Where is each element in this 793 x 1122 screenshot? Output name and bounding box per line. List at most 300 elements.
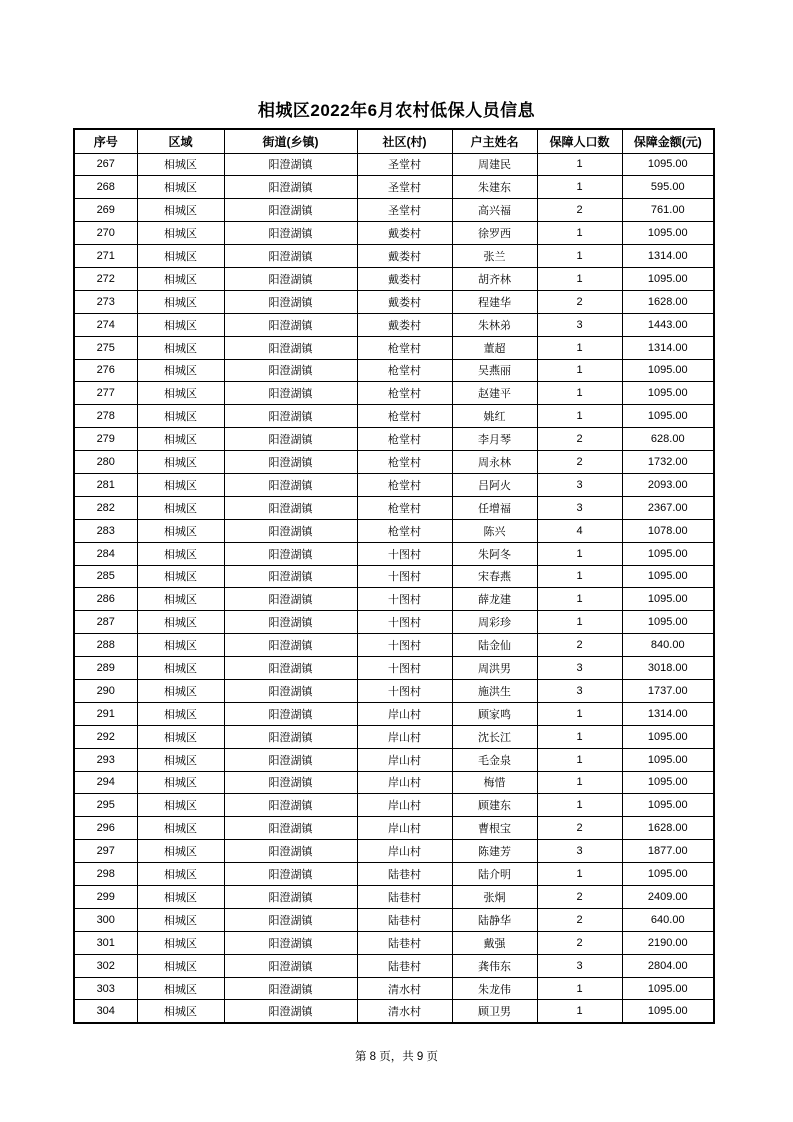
page-number-footer: 第 8 页，共 9 页: [354, 1051, 439, 1063]
table-cell: 阳澄湖镇: [224, 863, 357, 886]
table-cell: 4: [537, 519, 622, 542]
table-cell: 1: [537, 702, 622, 725]
table-cell: 吕阿火: [452, 473, 537, 496]
column-header: 街道(乡镇): [224, 129, 357, 153]
table-cell: 2093.00: [622, 473, 714, 496]
table-cell: 阳澄湖镇: [224, 267, 357, 290]
table-cell: 赵建平: [452, 382, 537, 405]
table-cell: 1095.00: [622, 863, 714, 886]
table-cell: 1095.00: [622, 588, 714, 611]
table-cell: 圣堂村: [357, 176, 452, 199]
table-cell: 302: [74, 954, 137, 977]
table-cell: 268: [74, 176, 137, 199]
table-cell: 相城区: [137, 748, 224, 771]
table-cell: 枪堂村: [357, 382, 452, 405]
table-cell: 1: [537, 542, 622, 565]
table-row: [74, 1000, 714, 1023]
table-cell: 274: [74, 313, 137, 336]
table-row: [74, 542, 714, 565]
table-cell: 阳澄湖镇: [224, 336, 357, 359]
table-row: [74, 267, 714, 290]
table-cell: 相城区: [137, 519, 224, 542]
column-header: 社区(村): [357, 129, 452, 153]
table-row: [74, 840, 714, 863]
table-cell: 1: [537, 359, 622, 382]
table-cell: 相城区: [137, 428, 224, 451]
table-cell: 1: [537, 611, 622, 634]
table-cell: 枪堂村: [357, 519, 452, 542]
table-cell: 相城区: [137, 657, 224, 680]
table-cell: 岸山村: [357, 748, 452, 771]
table-cell: 戴娄村: [357, 245, 452, 268]
table-cell: 阳澄湖镇: [224, 565, 357, 588]
table-cell: 阳澄湖镇: [224, 634, 357, 657]
table-cell: 1095.00: [622, 611, 714, 634]
table-row: [74, 382, 714, 405]
table-cell: 275: [74, 336, 137, 359]
table-cell: 陆巷村: [357, 954, 452, 977]
table-cell: 朱建东: [452, 176, 537, 199]
table-cell: 陆巷村: [357, 908, 452, 931]
table-cell: 相城区: [137, 359, 224, 382]
table-cell: 1628.00: [622, 290, 714, 313]
table-cell: 相城区: [137, 794, 224, 817]
table-cell: 1732.00: [622, 451, 714, 474]
table-cell: 圣堂村: [357, 199, 452, 222]
table-cell: 286: [74, 588, 137, 611]
page-title: 相城区2022年6月农村低保人员信息: [257, 101, 536, 120]
table-cell: 陆介明: [452, 863, 537, 886]
table-cell: 相城区: [137, 840, 224, 863]
table-cell: 枪堂村: [357, 451, 452, 474]
table-cell: 阳澄湖镇: [224, 405, 357, 428]
table-cell: 阳澄湖镇: [224, 313, 357, 336]
table-cell: 1095.00: [622, 267, 714, 290]
table-cell: 1095.00: [622, 565, 714, 588]
table-cell: 303: [74, 977, 137, 1000]
table-cell: 相城区: [137, 977, 224, 1000]
table-cell: 290: [74, 679, 137, 702]
table-cell: 阳澄湖镇: [224, 611, 357, 634]
table-cell: 282: [74, 496, 137, 519]
table-row: [74, 634, 714, 657]
table-cell: 280: [74, 451, 137, 474]
table-cell: 岸山村: [357, 702, 452, 725]
table-cell: 陆巷村: [357, 886, 452, 909]
table-cell: 阳澄湖镇: [224, 176, 357, 199]
table-row: [74, 405, 714, 428]
table-row: [74, 473, 714, 496]
table-cell: 3: [537, 840, 622, 863]
table-cell: 李月琴: [452, 428, 537, 451]
table-cell: 枪堂村: [357, 405, 452, 428]
table-cell: 相城区: [137, 634, 224, 657]
table-cell: 285: [74, 565, 137, 588]
table-cell: 岸山村: [357, 817, 452, 840]
table-cell: 1078.00: [622, 519, 714, 542]
table-cell: 1: [537, 176, 622, 199]
table-cell: 295: [74, 794, 137, 817]
table-cell: 相城区: [137, 153, 224, 176]
table-cell: 周洪男: [452, 657, 537, 680]
table-cell: 2: [537, 817, 622, 840]
table-cell: 阳澄湖镇: [224, 840, 357, 863]
table-cell: 298: [74, 863, 137, 886]
table-cell: 薛龙建: [452, 588, 537, 611]
table-cell: 595.00: [622, 176, 714, 199]
table-cell: 董超: [452, 336, 537, 359]
table-cell: 761.00: [622, 199, 714, 222]
column-header: 区域: [137, 129, 224, 153]
table-cell: 267: [74, 153, 137, 176]
table-row: [74, 359, 714, 382]
table-cell: 十图村: [357, 679, 452, 702]
table-cell: 3: [537, 954, 622, 977]
table-cell: 阳澄湖镇: [224, 245, 357, 268]
table-cell: 1628.00: [622, 817, 714, 840]
table-cell: 1877.00: [622, 840, 714, 863]
table-cell: 279: [74, 428, 137, 451]
table-cell: 周彩珍: [452, 611, 537, 634]
column-header: 序号: [74, 129, 137, 153]
table-cell: 曹根宝: [452, 817, 537, 840]
table-cell: 相城区: [137, 611, 224, 634]
table-row: [74, 428, 714, 451]
table-cell: 1314.00: [622, 245, 714, 268]
table-cell: 阳澄湖镇: [224, 954, 357, 977]
table-cell: 270: [74, 222, 137, 245]
table-cell: 陈建芳: [452, 840, 537, 863]
table-row: [74, 908, 714, 931]
table-cell: 276: [74, 359, 137, 382]
data-table-container: [73, 128, 713, 1024]
table-cell: 1095.00: [622, 977, 714, 1000]
table-cell: 2: [537, 931, 622, 954]
table-cell: 相城区: [137, 290, 224, 313]
table-cell: 1737.00: [622, 679, 714, 702]
table-cell: 271: [74, 245, 137, 268]
table-cell: 阳澄湖镇: [224, 817, 357, 840]
table-cell: 清水村: [357, 1000, 452, 1023]
table-cell: 阳澄湖镇: [224, 588, 357, 611]
table-cell: 顾家鸣: [452, 702, 537, 725]
table-cell: 1: [537, 153, 622, 176]
table-cell: 朱龙伟: [452, 977, 537, 1000]
table-row: [74, 771, 714, 794]
table-cell: 287: [74, 611, 137, 634]
table-cell: 枪堂村: [357, 496, 452, 519]
table-cell: 284: [74, 542, 137, 565]
table-cell: 清水村: [357, 977, 452, 1000]
table-cell: 阳澄湖镇: [224, 428, 357, 451]
table-cell: 283: [74, 519, 137, 542]
table-row: [74, 702, 714, 725]
table-row: [74, 222, 714, 245]
table-cell: 十图村: [357, 565, 452, 588]
column-header: 保障金额(元): [622, 129, 714, 153]
table-cell: 1: [537, 588, 622, 611]
table-cell: 相城区: [137, 679, 224, 702]
table-cell: 任增福: [452, 496, 537, 519]
table-cell: 阳澄湖镇: [224, 886, 357, 909]
table-cell: 299: [74, 886, 137, 909]
table-cell: 吴燕丽: [452, 359, 537, 382]
table-cell: 阳澄湖镇: [224, 519, 357, 542]
table-cell: 3: [537, 313, 622, 336]
table-cell: 2: [537, 908, 622, 931]
table-row: [74, 565, 714, 588]
table-cell: 阳澄湖镇: [224, 1000, 357, 1023]
table-cell: 戴娄村: [357, 290, 452, 313]
table-cell: 戴娄村: [357, 267, 452, 290]
table-cell: 1095.00: [622, 405, 714, 428]
table-row: [74, 748, 714, 771]
table-cell: 3018.00: [622, 657, 714, 680]
table-cell: 相城区: [137, 496, 224, 519]
table-cell: 相城区: [137, 863, 224, 886]
table-cell: 相城区: [137, 954, 224, 977]
table-cell: 十图村: [357, 611, 452, 634]
table-cell: 徐罗西: [452, 222, 537, 245]
table-cell: 姚红: [452, 405, 537, 428]
table-cell: 阳澄湖镇: [224, 702, 357, 725]
table-cell: 2190.00: [622, 931, 714, 954]
table-cell: 阳澄湖镇: [224, 290, 357, 313]
table-row: [74, 451, 714, 474]
table-cell: 张兰: [452, 245, 537, 268]
table-cell: 1443.00: [622, 313, 714, 336]
table-cell: 枪堂村: [357, 336, 452, 359]
table-row: [74, 245, 714, 268]
table-cell: 1314.00: [622, 702, 714, 725]
table-cell: 272: [74, 267, 137, 290]
table-cell: 1: [537, 794, 622, 817]
table-cell: 阳澄湖镇: [224, 657, 357, 680]
table-cell: 岸山村: [357, 794, 452, 817]
table-cell: 1: [537, 977, 622, 1000]
table-cell: 2367.00: [622, 496, 714, 519]
table-cell: 岸山村: [357, 771, 452, 794]
table-cell: 3: [537, 473, 622, 496]
table-cell: 相城区: [137, 382, 224, 405]
table-cell: 273: [74, 290, 137, 313]
table-cell: 陆静华: [452, 908, 537, 931]
table-cell: 2: [537, 451, 622, 474]
table-cell: 岸山村: [357, 725, 452, 748]
table-cell: 陈兴: [452, 519, 537, 542]
table-cell: 1: [537, 222, 622, 245]
table-row: [74, 794, 714, 817]
table-cell: 陆金仙: [452, 634, 537, 657]
table-cell: 相城区: [137, 908, 224, 931]
table-cell: 1095.00: [622, 794, 714, 817]
table-cell: 1: [537, 267, 622, 290]
table-cell: 枪堂村: [357, 428, 452, 451]
table-cell: 阳澄湖镇: [224, 771, 357, 794]
table-cell: 枪堂村: [357, 473, 452, 496]
table-row: [74, 611, 714, 634]
table-cell: 戴娄村: [357, 313, 452, 336]
table-cell: 2: [537, 199, 622, 222]
table-cell: 277: [74, 382, 137, 405]
table-row: [74, 817, 714, 840]
table-cell: 1314.00: [622, 336, 714, 359]
table-cell: 阳澄湖镇: [224, 542, 357, 565]
table-cell: 十图村: [357, 542, 452, 565]
table-cell: 相城区: [137, 473, 224, 496]
table-row: [74, 176, 714, 199]
table-cell: 1: [537, 771, 622, 794]
table-row: [74, 519, 714, 542]
table-cell: 301: [74, 931, 137, 954]
table-cell: 十图村: [357, 657, 452, 680]
table-cell: 朱林弟: [452, 313, 537, 336]
table-cell: 阳澄湖镇: [224, 496, 357, 519]
table-cell: 阳澄湖镇: [224, 153, 357, 176]
table-row: [74, 588, 714, 611]
table-row: [74, 725, 714, 748]
table-cell: 相城区: [137, 886, 224, 909]
table-cell: 相城区: [137, 199, 224, 222]
table-cell: 294: [74, 771, 137, 794]
table-cell: 3: [537, 657, 622, 680]
table-cell: 顾卫男: [452, 1000, 537, 1023]
table-cell: 1095.00: [622, 1000, 714, 1023]
table-cell: 269: [74, 199, 137, 222]
table-cell: 289: [74, 657, 137, 680]
low-income-persons-table: [73, 128, 715, 1024]
table-cell: 阳澄湖镇: [224, 359, 357, 382]
table-cell: 宋春燕: [452, 565, 537, 588]
table-row: [74, 657, 714, 680]
table-cell: 1: [537, 405, 622, 428]
table-cell: 龚伟东: [452, 954, 537, 977]
table-body: [74, 153, 714, 1023]
table-cell: 1: [537, 863, 622, 886]
table-cell: 278: [74, 405, 137, 428]
table-cell: 1095.00: [622, 153, 714, 176]
table-row: [74, 977, 714, 1000]
table-cell: 281: [74, 473, 137, 496]
table-row: [74, 931, 714, 954]
table-cell: 628.00: [622, 428, 714, 451]
table-cell: 1: [537, 245, 622, 268]
table-cell: 1095.00: [622, 222, 714, 245]
table-cell: 304: [74, 1000, 137, 1023]
table-cell: 293: [74, 748, 137, 771]
table-cell: 1095.00: [622, 748, 714, 771]
table-row: [74, 954, 714, 977]
table-cell: 相城区: [137, 588, 224, 611]
table-cell: 高兴福: [452, 199, 537, 222]
table-cell: 相城区: [137, 1000, 224, 1023]
table-cell: 十图村: [357, 634, 452, 657]
table-cell: 1095.00: [622, 771, 714, 794]
table-cell: 十图村: [357, 588, 452, 611]
table-cell: 相城区: [137, 405, 224, 428]
table-cell: 相城区: [137, 222, 224, 245]
table-cell: 840.00: [622, 634, 714, 657]
column-header: 户主姓名: [452, 129, 537, 153]
table-cell: 阳澄湖镇: [224, 679, 357, 702]
table-header: [74, 129, 714, 153]
table-cell: 297: [74, 840, 137, 863]
table-cell: 296: [74, 817, 137, 840]
table-cell: 施洪生: [452, 679, 537, 702]
table-cell: 300: [74, 908, 137, 931]
table-cell: 3: [537, 679, 622, 702]
table-row: [74, 336, 714, 359]
table-cell: 阳澄湖镇: [224, 931, 357, 954]
table-cell: 沈长江: [452, 725, 537, 748]
table-cell: 朱阿冬: [452, 542, 537, 565]
table-cell: 相城区: [137, 451, 224, 474]
table-cell: 相城区: [137, 313, 224, 336]
table-row: [74, 886, 714, 909]
table-cell: 2: [537, 428, 622, 451]
table-cell: 岸山村: [357, 840, 452, 863]
table-cell: 292: [74, 725, 137, 748]
table-row: [74, 290, 714, 313]
table-header-row: [74, 129, 714, 153]
table-row: [74, 679, 714, 702]
table-row: [74, 153, 714, 176]
table-cell: 阳澄湖镇: [224, 725, 357, 748]
table-cell: 1095.00: [622, 725, 714, 748]
table-cell: 程建华: [452, 290, 537, 313]
table-row: [74, 496, 714, 519]
table-cell: 1: [537, 565, 622, 588]
table-cell: 相城区: [137, 245, 224, 268]
table-cell: 阳澄湖镇: [224, 222, 357, 245]
table-cell: 枪堂村: [357, 359, 452, 382]
table-cell: 陆巷村: [357, 863, 452, 886]
table-cell: 顾建东: [452, 794, 537, 817]
table-cell: 阳澄湖镇: [224, 908, 357, 931]
table-cell: 1: [537, 1000, 622, 1023]
table-cell: 相城区: [137, 771, 224, 794]
table-row: [74, 313, 714, 336]
table-cell: 2: [537, 886, 622, 909]
table-cell: 戴娄村: [357, 222, 452, 245]
table-cell: 周永林: [452, 451, 537, 474]
table-cell: 3: [537, 496, 622, 519]
column-header: 保障人口数: [537, 129, 622, 153]
table-cell: 相城区: [137, 542, 224, 565]
table-cell: 胡齐林: [452, 267, 537, 290]
table-cell: 1: [537, 382, 622, 405]
table-cell: 梅惜: [452, 771, 537, 794]
table-cell: 相城区: [137, 931, 224, 954]
table-cell: 阳澄湖镇: [224, 451, 357, 474]
table-row: [74, 199, 714, 222]
table-row: [74, 863, 714, 886]
table-cell: 陆巷村: [357, 931, 452, 954]
table-cell: 1: [537, 748, 622, 771]
table-cell: 戴强: [452, 931, 537, 954]
table-cell: 2804.00: [622, 954, 714, 977]
table-cell: 2: [537, 634, 622, 657]
table-cell: 周建民: [452, 153, 537, 176]
table-cell: 相城区: [137, 267, 224, 290]
table-cell: 291: [74, 702, 137, 725]
table-cell: 阳澄湖镇: [224, 794, 357, 817]
table-cell: 相城区: [137, 725, 224, 748]
table-cell: 相城区: [137, 176, 224, 199]
table-cell: 毛金泉: [452, 748, 537, 771]
table-cell: 1: [537, 336, 622, 359]
table-cell: 640.00: [622, 908, 714, 931]
